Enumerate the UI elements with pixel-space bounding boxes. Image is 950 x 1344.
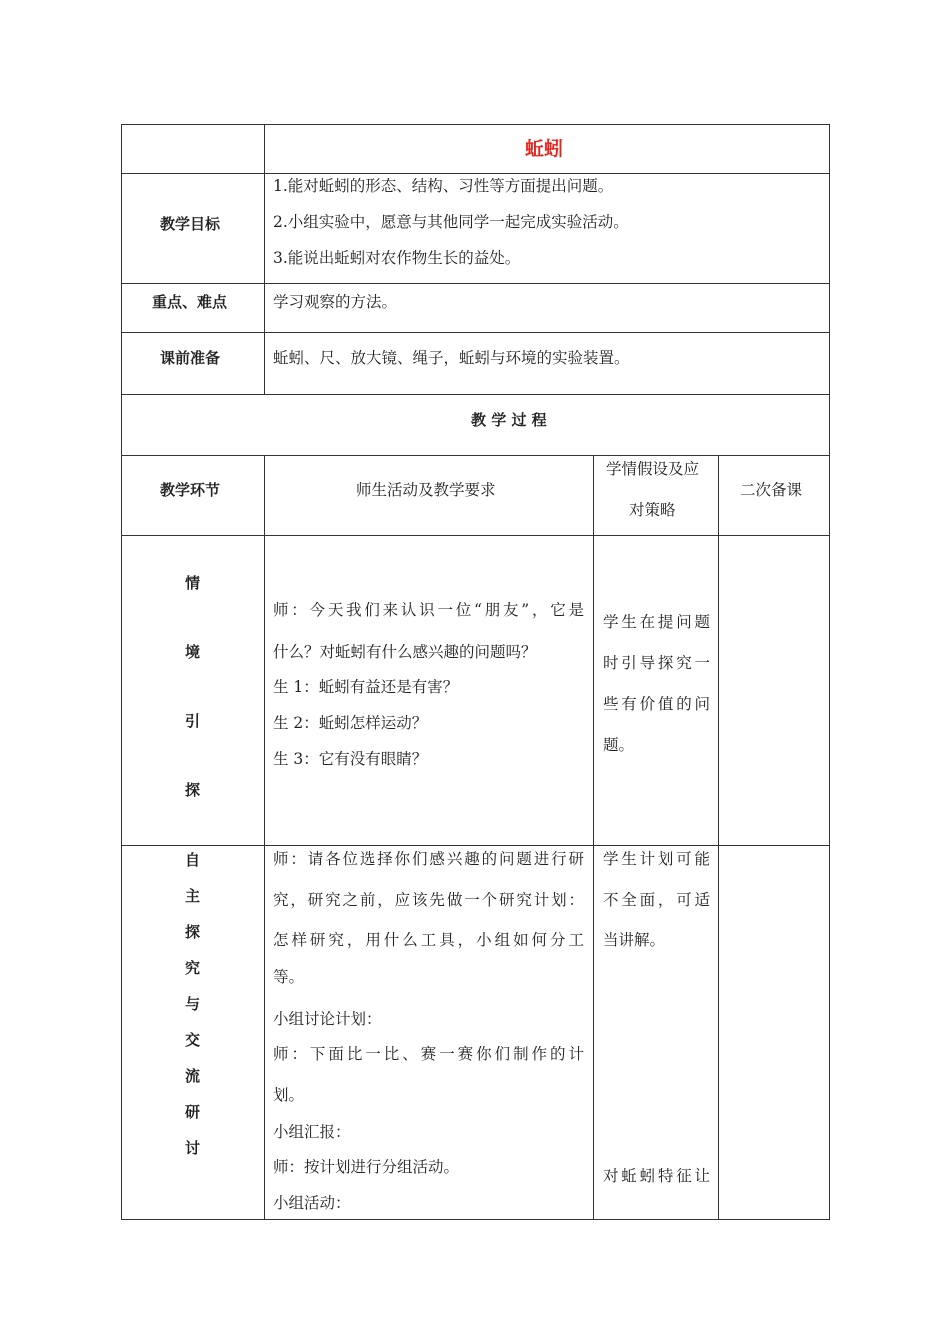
activity-line: 什么？对蚯蚓有什么感兴趣的问题吗？ <box>273 643 537 661</box>
stage-label-char: 与 <box>185 995 201 1013</box>
activity-line: 小组活动： <box>273 1194 351 1212</box>
strategy-line: 不全面，可适 <box>603 891 710 909</box>
column-header-strategy: 学情假设及应 <box>606 460 700 478</box>
stage-label-char: 究 <box>185 959 201 977</box>
activity-line: 生 3：它有没有眼睛？ <box>273 750 428 768</box>
activity-line: 等。 <box>273 968 305 986</box>
table-border <box>121 1219 830 1220</box>
strategy-line: 对蚯蚓特征让 <box>603 1167 710 1185</box>
lesson-title: 蚯蚓 <box>525 138 564 160</box>
table-border <box>121 535 830 536</box>
activity-line: 划。 <box>273 1086 305 1104</box>
activity-line: 师：今天我们来认识一位“朋友”，它是 <box>273 601 584 619</box>
activity-line: 究，研究之前，应该先做一个研究计划： <box>273 891 584 909</box>
stage-label-char: 研 <box>185 1103 201 1121</box>
table-border <box>121 124 122 1220</box>
strategy-line: 当讲解。 <box>603 931 666 949</box>
preparation-label: 课前准备 <box>160 349 221 367</box>
column-header-notes: 二次备课 <box>740 481 803 499</box>
objectives-label: 教学目标 <box>160 215 221 233</box>
table-border <box>829 124 830 1220</box>
stage-label-char: 自 <box>185 851 201 869</box>
stage-label-char: 交 <box>185 1031 201 1049</box>
strategy-line: 学生在提问题 <box>603 613 710 631</box>
activity-line: 师：请各位选择你们感兴趣的问题进行研 <box>273 850 584 868</box>
table-border <box>593 455 594 1220</box>
stage-label-char: 情 <box>185 574 201 592</box>
stage-label-char: 引 <box>185 712 201 730</box>
objective-item: 2.小组实验中，愿意与其他同学一起完成实验活动。 <box>273 213 629 231</box>
activity-line: 小组讨论计划： <box>273 1010 382 1028</box>
table-border <box>121 455 830 456</box>
activity-line: 怎样研究，用什么工具，小组如何分工 <box>273 931 584 949</box>
column-header-strategy: 对策略 <box>629 501 676 519</box>
strategy-line: 题。 <box>603 736 635 754</box>
table-border <box>121 332 830 333</box>
table-border <box>121 394 830 395</box>
table-border <box>264 455 265 1220</box>
stage-label-char: 讨 <box>185 1139 201 1157</box>
activity-line: 师：下面比一比、赛一赛你们制作的计 <box>273 1045 584 1063</box>
column-header-stage: 教学环节 <box>160 481 221 499</box>
activity-line: 生 1：蚯蚓有益还是有害？ <box>273 678 459 696</box>
stage-label-char: 主 <box>185 887 201 905</box>
strategy-line: 些有价值的问 <box>603 695 710 713</box>
preparation-text: 蚯蚓、尺、放大镜、绳子，蚯蚓与环境的实验装置。 <box>273 349 630 367</box>
activity-line: 生 2：蚯蚓怎样运动？ <box>273 714 428 732</box>
strategy-line: 时引导探究一 <box>603 654 710 672</box>
stage-label-char: 探 <box>185 923 201 941</box>
table-border <box>121 845 830 846</box>
objective-item: 3.能说出蚯蚓对农作物生长的益处。 <box>273 249 521 267</box>
stage-label-char: 流 <box>185 1067 201 1085</box>
table-border <box>264 124 265 394</box>
process-heading: 教 学 过 程 <box>471 411 547 429</box>
column-header-activity: 师生活动及教学要求 <box>356 481 496 499</box>
key-points-label: 重点、难点 <box>152 293 228 311</box>
activity-line: 师：按计划进行分组活动。 <box>273 1158 460 1176</box>
stage-label-char: 境 <box>185 643 201 661</box>
stage-label-char: 探 <box>185 781 201 799</box>
table-border <box>121 283 830 284</box>
table-border <box>121 124 830 125</box>
objective-item: 1.能对蚯蚓的形态、结构、习性等方面提出问题。 <box>273 177 614 195</box>
table-border <box>121 173 830 174</box>
activity-line: 小组汇报： <box>273 1123 351 1141</box>
key-points-text: 学习观察的方法。 <box>273 293 398 311</box>
strategy-line: 学生计划可能 <box>603 850 710 868</box>
table-border <box>718 455 719 1220</box>
